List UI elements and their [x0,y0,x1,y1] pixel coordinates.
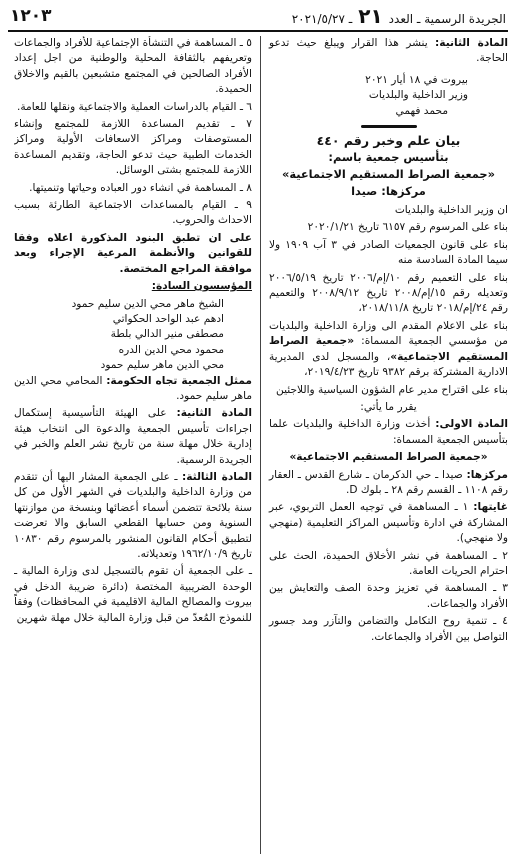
left-article-3-tax: ـ على الجمعية أن تقوم بالتسجيل لدى وزارة المالية ـ الوحدة الضريبية المختصة (دائرة ضريبة الدخل في بيروت والمصالح المالية الاقليمية في المحافظات) وفقاً للنموذج المُعدّ من قبل وزارة المالية خلال مهلة شهرين [14,565,252,624]
left-article-2-label: المادة الثانية: [176,407,252,420]
left-article-2-text: على الهيئة التأسيسية إستكمال اجراءات تأسيس الجمعية والدعوة الى انتخاب هيئة إدارية خلال مهلة سنة من تاريخ نشر العلم والخبر في الجريدة الرسمية. [14,407,252,466]
representative-paragraph [14,374,252,405]
announcement-title [269,132,508,200]
assoc-name: «جمعية الصراط المستقيم الاجتماعية» [289,451,488,464]
left-article-3 [14,470,252,562]
journal-name: الجريدة الرسمية ـ العدد [388,12,506,26]
representative-label: ممثل الجمعية تجاه الحكومة: [106,374,252,387]
signature-name: محمد فهمي [395,104,448,117]
announcement-number: بيان علم وخبر رقم ٤٤٠ [316,133,461,149]
announcement-subject: بتأسيس جمعية باسم: [328,150,449,165]
goal-8: ٨ ـ المساهمة في انشاء دور العباده وحياتها وتنميتها. [29,181,252,194]
basis-notification-text: بناء على الاعلام المقدم الى وزارة الداخلية والبلديات من مؤسسي الجمعية المسماة: [269,319,508,348]
article-1-text: أخذت وزارة الداخلية والبلديات علما بتأسيس الجمعية المسماة: [269,418,508,446]
goal-5: ٥ ـ المساهمة في التنشأة الإجتماعية للأفراد والجماعات وتعريفهم بالثقافة المحلية والوطنية من اجل إعداد الأفراد الصالحين في المجتمع متشبعين بالقيم والاخلاق الحميدة. [14,37,252,96]
hq-text: صيدا ـ حي الدكرمان ـ شارع القدس ـ العقار رقم ١١٠٨ ـ القسم رقم ٢٨ ـ بلوك D. [269,468,508,496]
page-number: ١٢٠٣ [10,6,52,26]
basis-notification-assoc: «جمعية الصراط المستقيم الاجتماعية» [269,335,508,363]
two-column-body [8,36,508,854]
founder-item: ادهم عبد الواحد الحكواتي [112,312,224,325]
left-column [14,36,261,854]
founders-label: المؤسسون السادة: [151,280,252,293]
article-2-text: ينشر هذا القرار ويبلغ حيث تدعو الحاجة. [269,37,508,65]
article-2-paragraph [269,36,508,67]
goal-2: ٢ ـ المساهمة في نشر الأخلاق الحميدة، الحث على احترام الحريات العامة. [269,549,508,577]
representative-text: المحامي محي الدين ماهر سليم حمود. [14,374,252,402]
issue-date: ـ ٢٠٢١/٥/٢٧ [291,12,353,26]
basis-circulars: بناء على التعميم رقم ١٠/إم/٢٠٠٦ تاريخ ٢٠٠٦/٥/١٩ وتعديله رقم ١٥/إم/٢٠٠٨ تاريخ ٢٠٠٨/٩/١٢ والتعميم رقم ٢٤/إم/٢٠١٨ تاريخ ٢٠١٨/١١/٨، [269,271,508,315]
left-article-3-label: المادة الثالثة: [181,470,252,483]
goal-3: ٣ ـ المساهمة في تعزيز وحدة الصف والتعايش بين الأفراد والجماعات. [269,582,508,610]
founder-item: الشيخ ماهر محي الدين سليم حمود [71,297,224,310]
basis-notification [269,319,508,381]
intro-line: ان وزير الداخلية والبلديات [394,204,508,217]
article-1-paragraph [269,417,508,448]
signature-block [269,73,468,119]
goal-1-text: ١ ـ المساهمة في توجيه العمل التربوي، عبر المشاركة في ادارة وتأسيس المراكز التعليمية (منهجي ولا منهجي). [269,501,508,545]
goal-6: ٦ ـ القيام بالدراسات العملية والاجتماعية ونقلها للعامة. [16,100,252,113]
announcement-hq: مركزها: صيدا [351,184,426,199]
signature-place-date: بيروت في ١٨ أيار ٢٠٢١ [365,73,468,86]
page-header [8,0,508,32]
basis-law: بناء على قانون الجمعيات الصادر في ٣ آب ١٩٠٩ ولا سيما المادة السادسة منه [269,238,508,267]
goals-label: غايتها: [473,501,508,514]
issue-number: ٢١ [358,4,383,28]
basis-proposal: بناء على اقتراح مدير عام الشؤون السياسية واللاجئين [276,383,508,396]
article-1-label: المادة الاولى: [435,418,508,431]
basis-notification-reg: ، والمسجل لدى المديرية الادارية المشتركة برقم ٩٣٨٢ تاريخ ٢٠١٩/٤/٢٣، [269,350,508,379]
announcement-assoc-name: «جمعية الصراط المستقيم الاجتماعية» [281,167,495,182]
goal-7: ٧ ـ تقديم المساعدة اللازمة للمجتمع وإنشاء المستوصفات ومراكز الاسعافات الأولية ومراكز الخدمات الطبية حيث تدعو الحاجة، وتقديم المساعدة اللازمة للمجتمع بشتى الوسائل. [14,118,252,177]
decides-line: يقرر ما يأتي: [360,400,417,413]
article-2-label: المادة الثانية: [435,37,508,49]
right-column [261,36,508,854]
hq-paragraph [269,468,508,499]
hq-label: مركزها: [466,468,508,481]
basis-decree: بناء على المرسوم رقم ٦١٥٧ تاريخ ٢٠٢٠/١/٢١ [307,221,508,234]
founder-item: محمود محي الدين الدره [118,343,224,356]
founder-item: محي الدين ماهر سليم حمود [100,359,224,372]
founder-item: مصطفى منير الدالي بلطة [110,328,224,341]
condition-paragraph: على ان تطبق البنود المذكورة اعلاه وفقا للقوانين والأنظمة المرعية الإجراء وبعد موافقة المراجع المختصة. [14,231,252,275]
goal-4: ٤ ـ تنمية روح التكامل والتضامن والتآزر ومد جسور التواصل بين الأفراد والجماعات. [269,615,508,643]
left-article-3-text: ـ على الجمعية المشار اليها أن تتقدم من وزارة الداخلية والبلديات في الشهر الأول من كل سنة بلائحة تتضمن أسماء أعضائها وبنسخة من موازنتها السنوية ومن حسابها القطعي السابق والا تعرضت لتطبيق أحكام القانون المنشور بالمرسوم رقم ١٠٨٣٠ تاريخ ١٩٦٢/١٠/٩ وتعديلاته. [14,470,252,560]
founders-list [14,297,224,374]
goal-1 [269,500,508,546]
header-title-group [292,4,506,28]
section-divider [361,125,417,128]
goal-9: ٩ ـ القيام بالمساعدات الاجتماعية الطارئة بسبب الاحداث والحروب. [14,199,252,227]
left-article-2 [14,406,252,468]
signature-title: وزير الداخلية والبلديات [368,89,468,102]
